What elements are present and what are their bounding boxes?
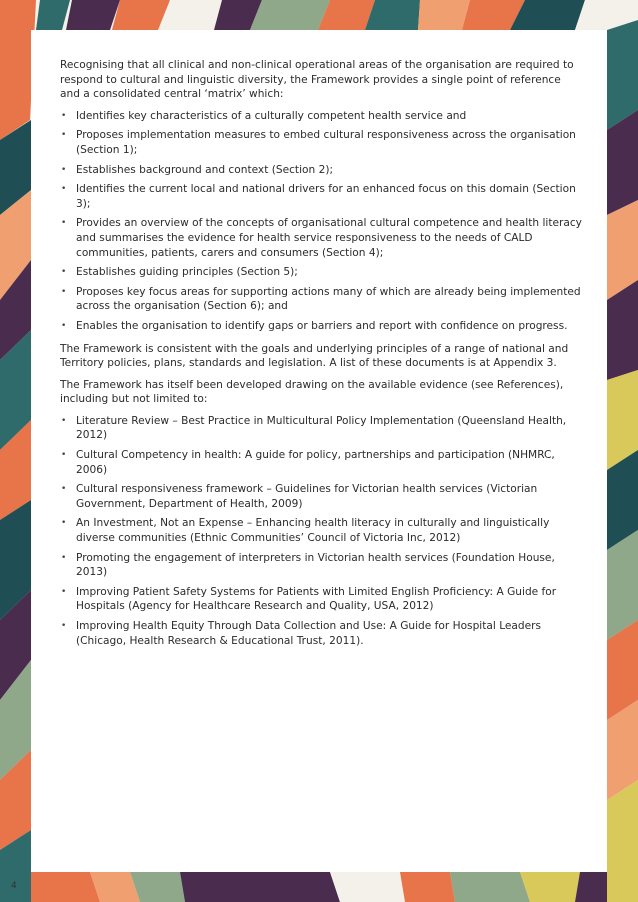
list-item: • An Investment, Not an Expense – Enhancing health literacy in culturally and linguistically diverse communities (Ethnic Communities’ Council of Victoria Inc, 2012) — [60, 516, 582, 545]
list-item: • Identifies the current local and national drivers for an enhanced focus on this domain (Section 3); — [60, 182, 582, 211]
list-item: • Improving Health Equity Through Data Collection and Use: A Guide for Hospital Leaders (Chicago, Health Research & Educational Trust, 2011). — [60, 619, 582, 648]
list-item: • Identifies key characteristics of a culturally competent health service and — [60, 109, 582, 124]
list-item: • Cultural Competency in health: A guide for policy, partnerships and participation (NHMRC, 2006) — [60, 448, 582, 477]
list-item: • Promoting the engagement of interpreters in Victorian health services (Foundation House, 2013) — [60, 551, 582, 580]
list-item: • Provides an overview of the concepts of organisational cultural competence and health literacy and summarises the evidence for health service responsiveness to the needs of CALD communities, patients, carers and consumers (Section 4); — [60, 216, 582, 260]
list-item: • Establishes background and context (Section 2); — [60, 163, 582, 178]
list-item: • Proposes key focus areas for supporting actions many of which are already being implemented across the organisation (Section 6); and — [60, 285, 582, 314]
list-item: • Enables the organisation to identify gaps or barriers and report with confidence on progress. — [60, 319, 582, 334]
consistency-paragraph: The Framework is consistent with the goals and underlying principles of a range of national and Territory policies, plans, standards and legislation. A list of these documents is at Appendix 3. — [60, 342, 569, 370]
references-list — [60, 414, 582, 648]
intro-paragraph: Recognising that all clinical and non-clinical operational areas of the organisation are required to respond to cultural and linguistic diversity, the Framework provides a single point of reference and a consolidated central ‘matrix’ which: — [60, 59, 574, 101]
list-item: • Establishes guiding principles (Section 5); — [60, 265, 582, 280]
list-item: • Literature Review – Best Practice in Multicultural Policy Implementation (Queensland Health, 2012) — [60, 414, 582, 443]
page-number: 4 — [11, 881, 17, 891]
list-item: • Cultural responsiveness framework – Guidelines for Victorian health services (Victorian Government, Department of Health, 2009) — [60, 482, 582, 511]
main-content — [60, 58, 582, 656]
matrix-list — [60, 109, 582, 334]
list-item: • Improving Patient Safety Systems for Patients with Limited English Proficiency: A Guide for Hospitals (Agency for Healthcare Research and Quality, USA, 2012) — [60, 585, 582, 614]
evidence-paragraph: The Framework has itself been developed drawing on the available evidence (see References), including but not limited to: — [60, 378, 564, 406]
list-item: • Proposes implementation measures to embed cultural responsiveness across the organisation (Section 1); — [60, 128, 582, 157]
